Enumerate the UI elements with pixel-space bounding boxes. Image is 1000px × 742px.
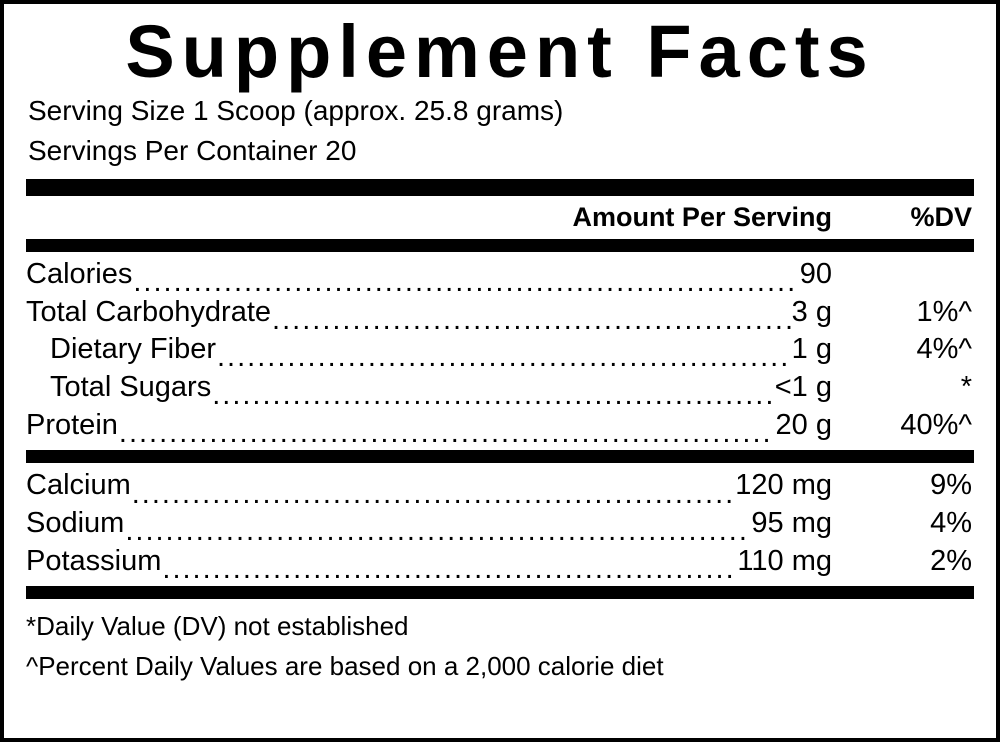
table-row — [26, 294, 974, 332]
nutrient-amount: 1 g — [791, 333, 832, 366]
nutrient-dv: 2% — [930, 544, 972, 577]
leader-dots — [119, 428, 775, 445]
leader-dots — [133, 277, 798, 294]
nutrient-name: Dietary Fiber — [50, 333, 216, 366]
footnote-daily-value: *Daily Value (DV) not established — [26, 611, 409, 642]
table-header — [26, 202, 974, 233]
table-row — [26, 256, 974, 294]
nutrient-amount: 120 mg — [735, 469, 832, 502]
nutrient-name: Total Carbohydrate — [26, 295, 272, 328]
footnote-percent-daily-values: ^Percent Daily Values are based on a 2,000 calorie diet — [26, 650, 664, 681]
mineral-rows — [26, 467, 974, 580]
header-amount-per-serving: Amount Per Serving — [572, 201, 832, 232]
leader-dots — [272, 315, 791, 332]
nutrient-dv: 4%^ — [916, 333, 972, 366]
nutrient-amount: 20 g — [775, 408, 832, 441]
nutrient-name: Total Sugars — [50, 371, 212, 404]
nutrient-amount: 3 g — [791, 295, 832, 328]
serving-size-text: Serving Size 1 Scoop (approx. 25.8 grams) — [28, 95, 564, 127]
divider-between-groups — [26, 450, 974, 463]
nutrient-name: Protein — [26, 408, 118, 441]
divider-above-footnotes — [26, 586, 974, 599]
leader-dots — [125, 526, 750, 543]
nutrient-name: Sodium — [26, 507, 125, 540]
macronutrient-rows — [26, 256, 974, 444]
table-row — [26, 369, 974, 407]
divider-thick-top — [26, 179, 974, 196]
table-row — [26, 467, 974, 505]
servings-per-container-text: Servings Per Container 20 — [28, 135, 357, 167]
leader-dots — [212, 390, 774, 407]
nutrient-dv: * — [960, 371, 972, 404]
nutrient-amount: <1 g — [774, 371, 832, 404]
nutrient-name: Calories — [26, 257, 133, 290]
nutrient-amount: 90 — [799, 257, 832, 290]
nutrient-amount: 95 mg — [751, 507, 832, 540]
table-row — [26, 331, 974, 369]
leader-dots — [132, 489, 735, 506]
table-row — [26, 505, 974, 543]
table-row — [26, 407, 974, 445]
header-percent-dv: %DV — [910, 201, 972, 232]
leader-dots — [162, 564, 736, 581]
table-row — [26, 543, 974, 581]
nutrient-dv: 4% — [930, 507, 972, 540]
nutrient-dv: 9% — [930, 469, 972, 502]
page-title: Supplement Facts — [125, 10, 875, 93]
nutrient-name: Potassium — [26, 544, 162, 577]
nutrient-name: Calcium — [26, 469, 131, 502]
nutrient-dv: 40%^ — [900, 408, 972, 441]
nutrient-dv: 1%^ — [916, 295, 972, 328]
leader-dots — [217, 352, 791, 369]
divider-under-header — [26, 239, 974, 252]
nutrient-amount: 110 mg — [737, 544, 832, 577]
